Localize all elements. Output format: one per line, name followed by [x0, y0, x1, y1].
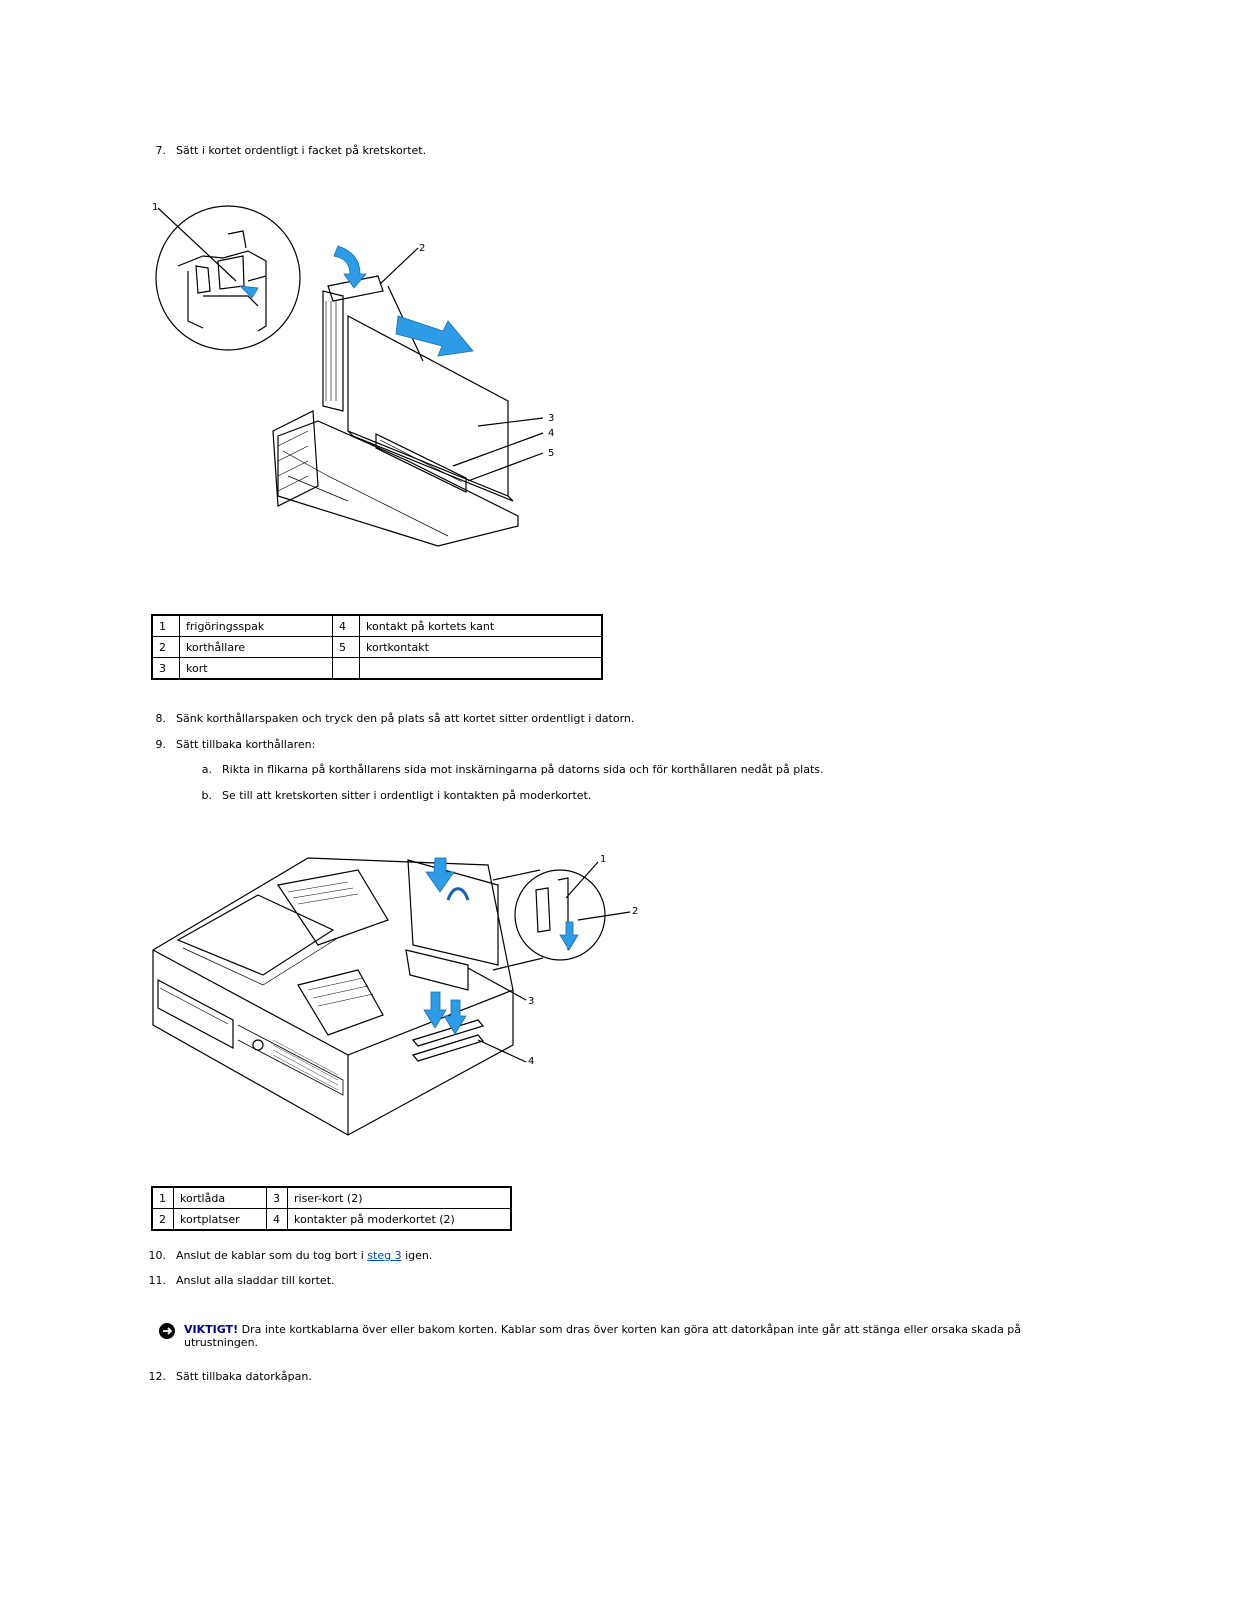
arrow-slide-right — [396, 316, 473, 356]
legend-row — [152, 637, 602, 658]
callout-1: 1 — [152, 202, 159, 213]
callout-1-line — [158, 208, 236, 281]
step-text: Se till att kretskorten sitter i ordentligt i kontakten på moderkortet. — [222, 789, 592, 802]
card-install-illustration — [148, 196, 568, 566]
notice-icon — [158, 1322, 176, 1340]
legend-row — [152, 1187, 511, 1209]
step-text-after: igen. — [401, 1249, 433, 1262]
legend-label: kortlåda — [174, 1187, 267, 1209]
legend-table-2 — [151, 1186, 512, 1231]
step-number: a. — [201, 763, 212, 776]
legend-label: kortkontakt — [360, 637, 603, 658]
legend-label: frigöringsspak — [180, 615, 333, 637]
legend-label: kort — [180, 658, 333, 680]
notice-label: VIKTIGT! — [184, 1323, 239, 1336]
legend-number: 5 — [333, 637, 360, 658]
arrow-curved-up — [334, 246, 366, 288]
callout-2: 2 — [419, 243, 426, 254]
callout-4: 4 — [528, 1056, 535, 1067]
callout-3: 3 — [528, 996, 535, 1007]
step-text: Rikta in flikarna på korthållarens sida mot inskärningarna på datorns sida och för korthållaren nedåt på plats. — [222, 763, 824, 776]
callout-3: 3 — [548, 413, 555, 424]
callout-5: 5 — [548, 448, 555, 459]
magnifier-circle — [156, 206, 300, 350]
callout-2: 2 — [632, 906, 639, 917]
legend-table-1 — [151, 614, 603, 680]
legend-label — [360, 658, 603, 680]
callout-1: 1 — [600, 854, 607, 865]
legend-number: 4 — [267, 1209, 288, 1231]
legend-number: 1 — [152, 615, 180, 637]
step-3-link[interactable]: steg 3 — [367, 1249, 402, 1262]
legend-number — [333, 658, 360, 680]
step-text-before: Anslut de kablar som du tog bort i — [176, 1249, 368, 1262]
legend-row — [152, 1209, 511, 1231]
legend-number: 1 — [152, 1187, 174, 1209]
step-number: 7. — [155, 144, 166, 157]
legend-number: 2 — [152, 1209, 174, 1231]
legend-label: riser-kort (2) — [288, 1187, 512, 1209]
card-cage-illustration — [148, 840, 648, 1140]
step-text: Sätt tillbaka datorkåpan. — [176, 1370, 312, 1383]
legend-label: kortplatser — [174, 1209, 267, 1231]
step-text: Sätt i kortet ordentligt i facket på kretskortet. — [176, 144, 427, 157]
legend-label: kontakt på kortets kant — [360, 615, 603, 637]
step-text: Anslut alla sladdar till kortet. — [176, 1274, 335, 1287]
step-text — [176, 1249, 432, 1262]
legend-number: 3 — [152, 658, 180, 680]
step-text: Sätt tillbaka korthållaren: — [176, 738, 316, 751]
legend-row — [152, 658, 602, 680]
step-number: 11. — [148, 1274, 166, 1287]
callout-4: 4 — [548, 428, 555, 439]
arrow-down-magnifier — [560, 922, 578, 950]
step-number: b. — [201, 789, 212, 802]
step-number: 12. — [148, 1370, 166, 1383]
step-number: 10. — [148, 1249, 166, 1262]
chassis-outline — [153, 858, 513, 1135]
notice-body: Dra inte kortkablarna över eller bakom korten. Kablar som dras över korten kan göra att datorkåpan inte går att stänga eller orsaka skada på — [238, 1323, 1022, 1336]
arrow-down-card-1 — [424, 992, 446, 1028]
legend-label: korthållare — [180, 637, 333, 658]
step-number: 8. — [155, 712, 166, 725]
legend-number: 2 — [152, 637, 180, 658]
notice-body-line2: utrustningen. — [184, 1336, 259, 1349]
step-text: Sänk korthållarspaken och tryck den på plats så att kortet sitter ordentligt i datorn. — [176, 712, 635, 725]
legend-number: 4 — [333, 615, 360, 637]
legend-number: 3 — [267, 1187, 288, 1209]
notice-text — [184, 1323, 1074, 1349]
callout-2-line — [380, 248, 418, 284]
legend-label: kontakter på moderkortet (2) — [288, 1209, 512, 1231]
step-number: 9. — [155, 738, 166, 751]
legend-row — [152, 615, 602, 637]
